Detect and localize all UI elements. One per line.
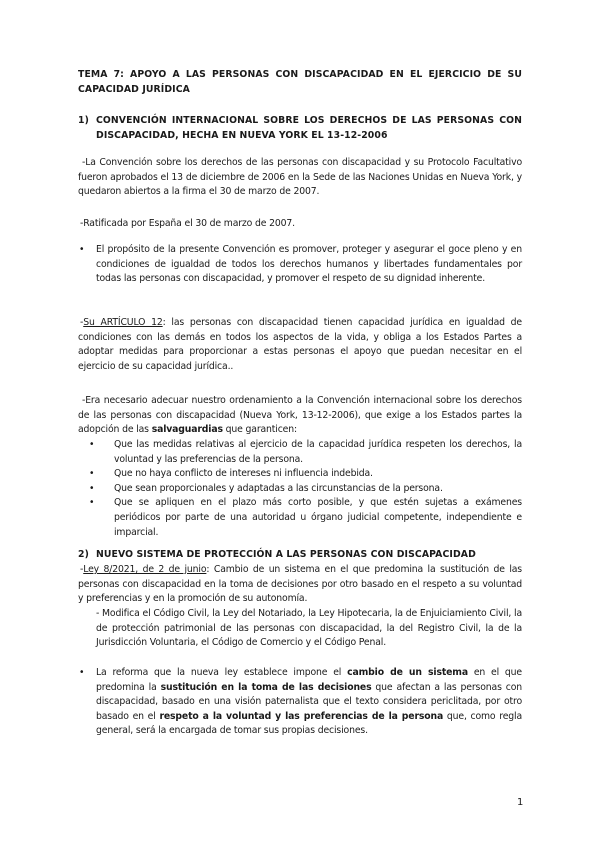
safeguards-list — [89, 438, 522, 540]
bullet-icon: • — [89, 497, 95, 509]
list-item — [79, 243, 522, 287]
section-1-heading-text: CONVENCIÓN INTERNACIONAL SOBRE LOS DERECHOS DE LAS PERSONAS CON DISCAPACIDAD, HECHA EN NUEVA YORK EL 13-12-2006 — [96, 115, 522, 141]
bold-text: sustitución en la toma de las decisiones — [160, 681, 372, 693]
ley-label: Ley 8/2021, de 2 de junio — [83, 564, 207, 575]
paragraph-ley — [78, 563, 522, 607]
bullet-icon: • — [89, 482, 95, 494]
bold-text: salvaguardias — [151, 424, 223, 436]
purpose-list — [79, 243, 522, 287]
bullet-icon: • — [89, 439, 95, 450]
list-item — [89, 438, 522, 467]
article-12-text: : las personas con discapacidad tienen capacidad jurídica en igualdad de condiciones con las demás en todos los aspectos de la vida, y obliga a los Estados Partes a adoptar medidas para proporcionar a estas personas el apoyo que puedan necesitar en el ejercicio de su capacidad jurídica.. — [78, 317, 522, 372]
paragraph-ratified: -Ratificada por España el 30 de marzo de 2007. — [80, 218, 295, 229]
text: -Era necesario adecuar nuestro ordenamiento a la Convención internacional sobre los derechos de las personas con discapacidad (Nueva York, 13-12-2006), que exige a los Estados partes la adopción de las — [78, 395, 522, 436]
text: en el que predomina la — [96, 667, 522, 693]
bold-text: respeto a la voluntad y las preferencias de la persona — [159, 710, 444, 722]
list-item — [89, 467, 522, 482]
list-item-text: El propósito de la presente Convención es promover, proteger y asegurar el goce pleno y en condiciones de igualdad de todos los derechos humanos y libertades fundamentales por todas las personas con discapacidad, y promover el respeto de su dignidad inherente. — [96, 244, 522, 285]
ley-text: : Cambio de un sistema en el que predomina la sustitución de las personas con discapacidad en la toma de decisiones por otro basado en el respeto a su voluntad y preferencias y en la promoción de su autonomía. — [78, 564, 522, 605]
article-12-label: Su ARTÍCULO 12 — [83, 317, 163, 328]
list-item — [79, 666, 523, 739]
list-item — [89, 482, 522, 497]
text: La reforma que la nueva ley establece impone el — [96, 667, 348, 678]
text: que afectan a las personas con discapacidad, basado en una visión paternalista que el texto considera periclitada, por otro basado en el — [96, 681, 522, 722]
section-2-heading-text: NUEVO SISTEMA DE PROTECCIÓN A LAS PERSONAS CON DISCAPACIDAD — [96, 549, 476, 560]
text: que garanticen: — [222, 424, 297, 436]
document-title: TEMA 7: APOYO A LAS PERSONAS CON DISCAPACIDAD EN EL EJERCICIO DE SU CAPACIDAD JURÍDICA — [78, 69, 522, 95]
paragraph-convention: -La Convención sobre los derechos de las personas con discapacidad y su Protocolo Facultativo fueron aprobados el 13 de diciembre de 2006 en la Sede de las Naciones Unidas en Nueva York, y quedaron abiertos a la firma el 30 de marzo de 2007. — [78, 157, 522, 198]
text: que, como regla general, será la encargada de tomar sus propias decisiones. — [96, 710, 523, 737]
dash: - — [80, 564, 84, 575]
paragraph-modifica: - Modifica el Código Civil, la Ley del Notariado, la Ley Hipotecaria, la de Enjuiciamiento Civil, la de protección patrimonial de las personas con discapacidad, la del Registro Civil, la de la Jurisdicción Voluntaria, el Código de Comercio y el Código Penal. — [96, 608, 522, 649]
paragraph-safeguards — [78, 394, 522, 438]
section-2-number: 2) — [78, 549, 89, 560]
dash: - — [80, 317, 84, 328]
reform-list — [79, 666, 523, 739]
bold-text: cambio de un sistema — [347, 667, 468, 678]
section-1-heading — [78, 114, 522, 143]
paragraph-article-12 — [78, 316, 522, 374]
page-number: 1 — [517, 797, 524, 808]
list-item-text: Que se apliquen en el plazo más corto posible, y que estén sujetas a exámenes periódicos por parte de una autoridad u órgano judicial competente, independiente e imparcial. — [114, 497, 522, 538]
list-item-text: Que no haya conflicto de intereses ni influencia indebida. — [114, 468, 373, 480]
list-item-text: Que sean proporcionales y adaptadas a las circunstancias de la persona. — [114, 482, 443, 494]
section-2-heading — [78, 548, 522, 563]
list-item — [89, 496, 522, 540]
bullet-icon: • — [89, 468, 95, 480]
bullet-icon: • — [79, 667, 85, 678]
list-item-text: Que las medidas relativas al ejercicio de la capacidad jurídica respeten los derechos, la voluntad y las preferencias de la persona. — [114, 439, 522, 465]
bullet-icon: • — [79, 244, 85, 255]
section-1-number: 1) — [78, 115, 89, 126]
